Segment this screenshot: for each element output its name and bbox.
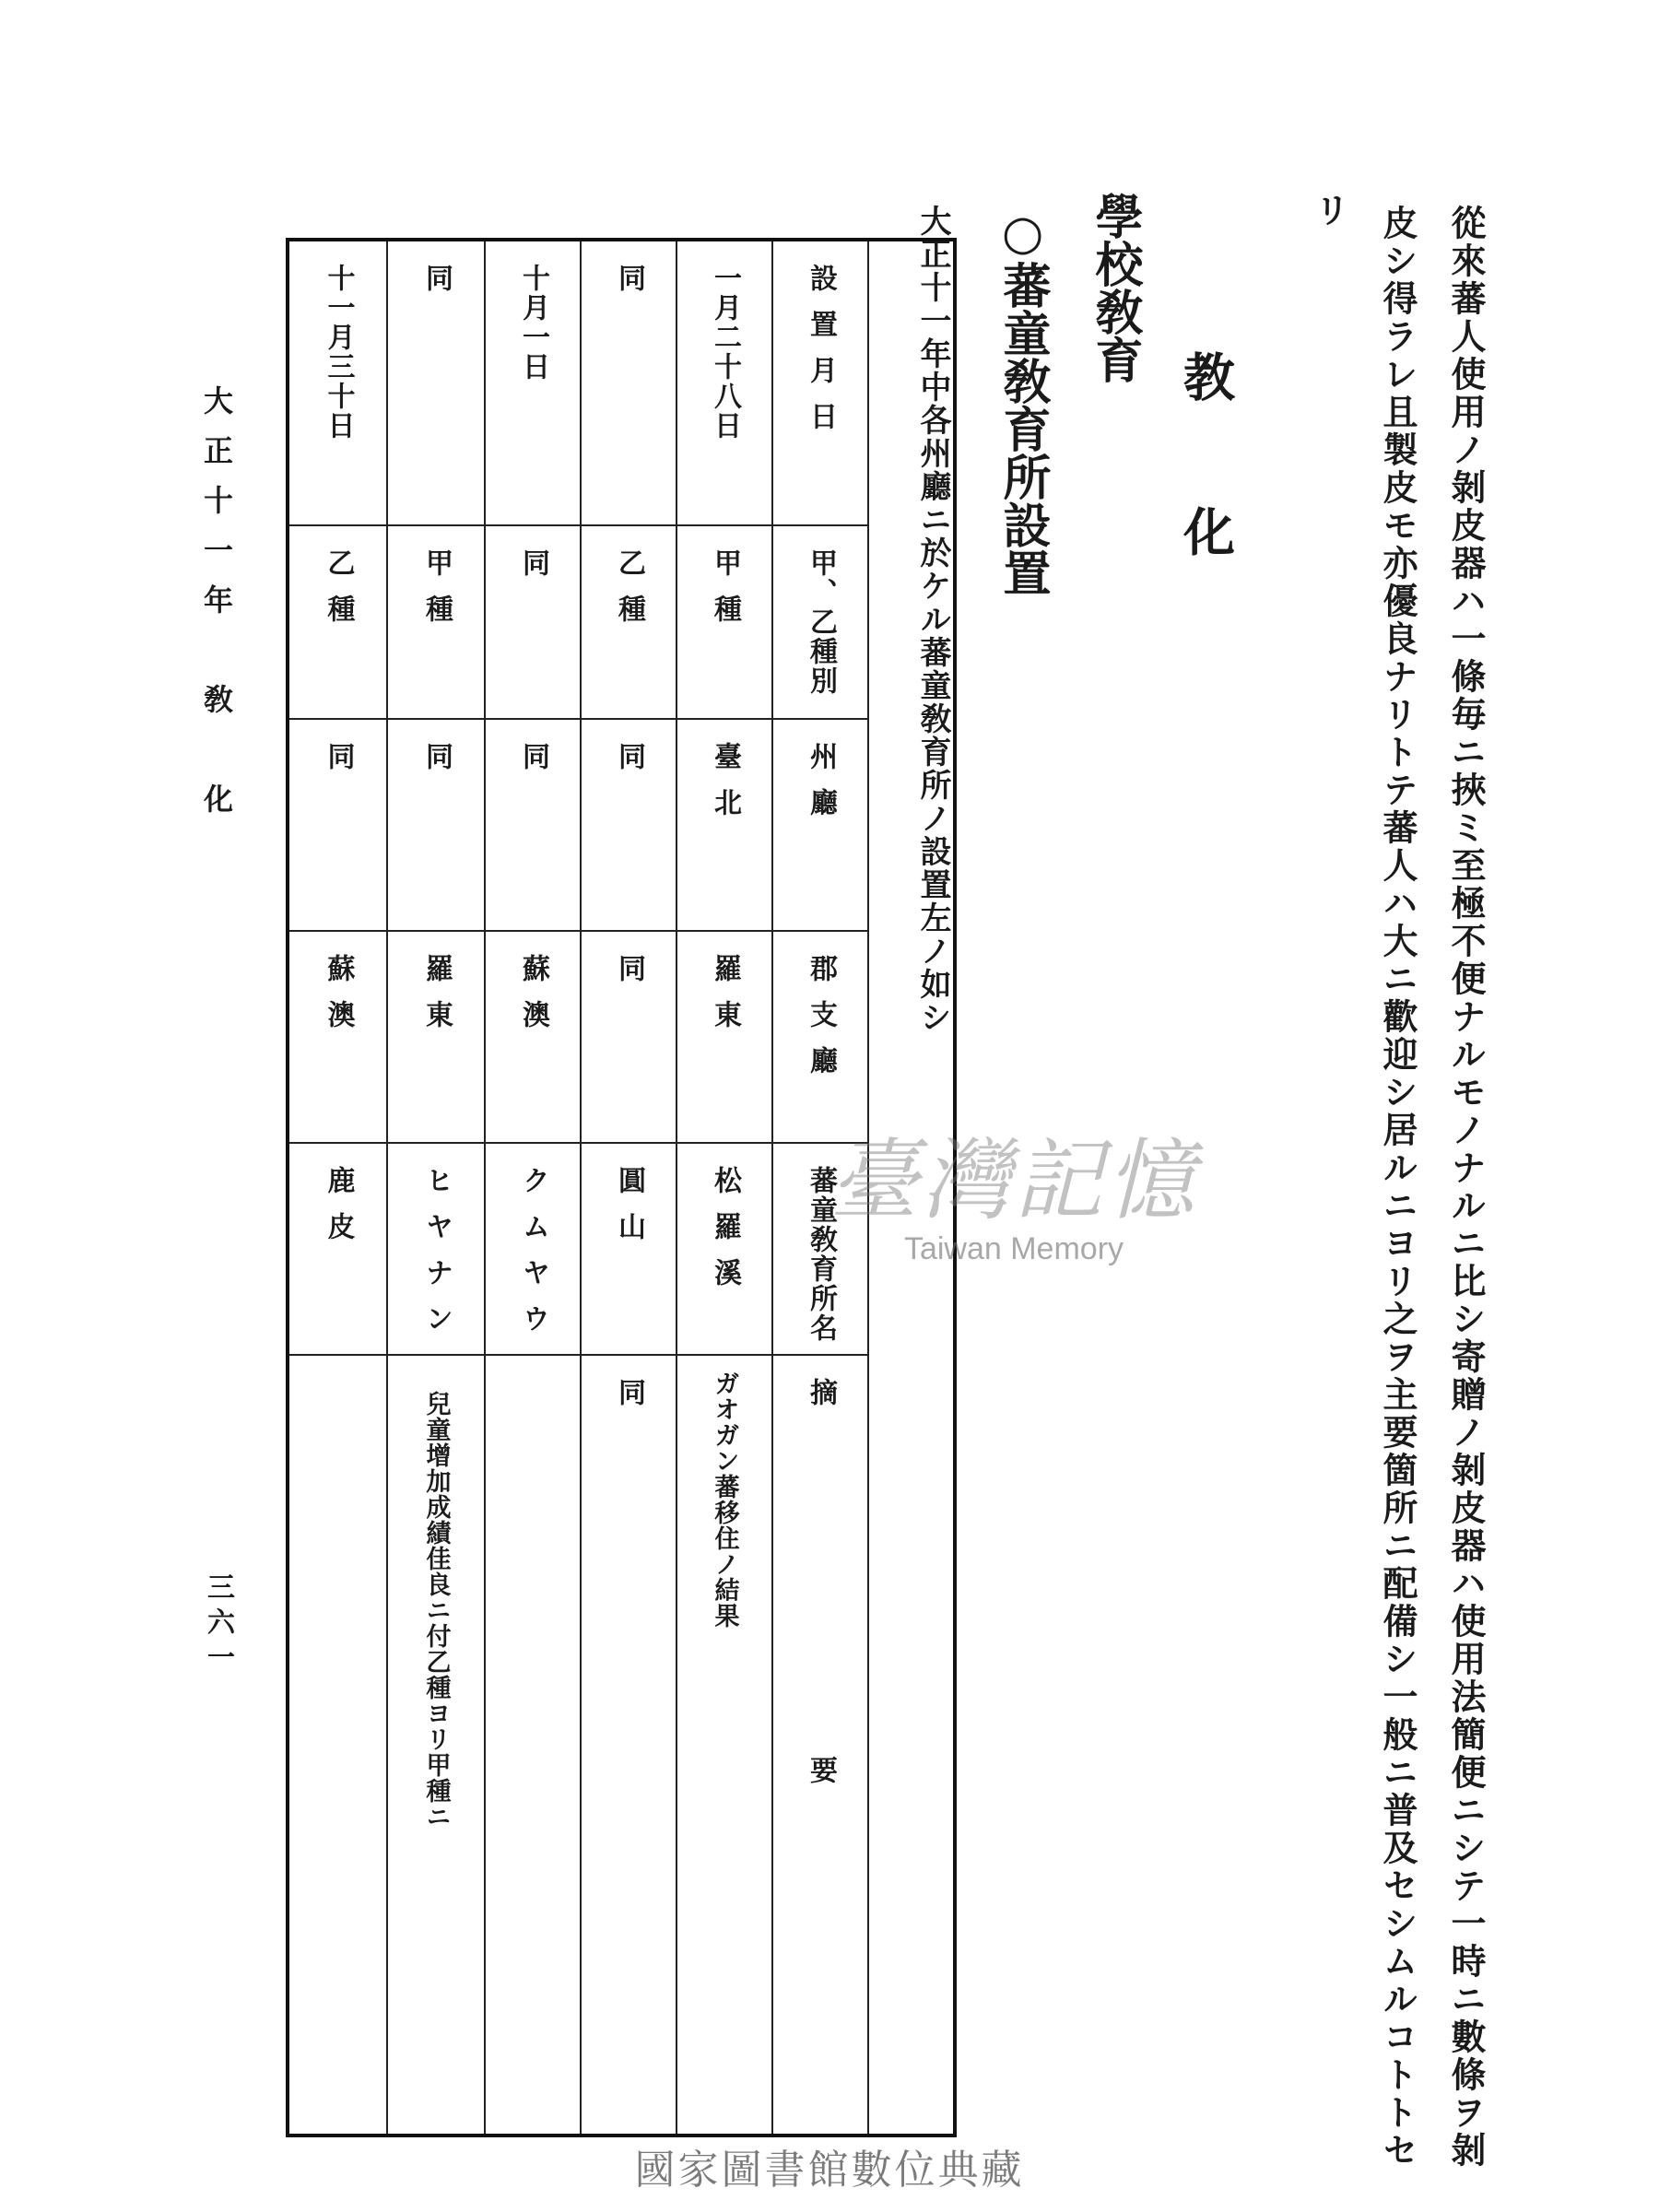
header-prefecture: 州廳	[772, 719, 868, 931]
cell-r3-school: クムヤウ	[485, 1143, 581, 1355]
cell-r5-prefecture: 同	[288, 719, 387, 931]
cell-r5-date: 十一月三十日	[288, 240, 387, 525]
cell-r4-type: 甲種	[387, 525, 485, 719]
cell-r1-prefecture: 臺北	[677, 719, 772, 931]
cell-r3-district: 蘇澳	[485, 931, 581, 1143]
body-line-3: リ	[1309, 192, 1350, 229]
body-line-2: 皮シ得ラレ且製皮モ亦優良ナリトテ蕃人ハ大ニ歡迎シ居ルニヨリ之ヲ主要箇所ニ配備シ一般ニ普及セシムルコトトセ	[1377, 205, 1418, 2170]
cell-r1-remarks: ガオガン蕃移住ノ結果	[677, 1355, 772, 2136]
cell-r2-district: 同	[581, 931, 677, 1143]
intro-text: 大正十一年中各州廳ニ於ケル蕃童敎育所ノ設置左ノ如シ	[914, 205, 951, 1034]
cell-r3-type: 同	[485, 525, 581, 719]
running-head: 大正十一年 敎 化	[199, 385, 234, 833]
header-school: 蕃童敎育所名	[772, 1143, 868, 1355]
cell-r2-school: 圓山	[581, 1143, 677, 1355]
cell-r5-remarks	[288, 1355, 387, 2136]
cell-r2-type: 乙種	[581, 525, 677, 719]
section-title: 教 化	[1175, 350, 1236, 557]
cell-r4-school: ヒヤナン	[387, 1143, 485, 1355]
archive-label: 國家圖書館數位典藏	[634, 2147, 1025, 2194]
cell-r1-date: 一月二十八日	[677, 240, 772, 525]
watermark-english: Taiwan Memory	[903, 1231, 1124, 1266]
cell-r3-remarks	[485, 1355, 581, 2136]
cell-r4-district: 羅東	[387, 931, 485, 1143]
cell-r2-date: 同	[581, 240, 677, 525]
item-title: ○蕃童敎育所設置	[994, 205, 1051, 596]
cell-r5-district: 蘇澳	[288, 931, 387, 1143]
cell-r4-prefecture: 同	[387, 719, 485, 931]
cell-r3-prefecture: 同	[485, 719, 581, 931]
cell-r4-date: 同	[387, 240, 485, 525]
header-date: 設置月日	[772, 240, 868, 525]
cell-r3-date: 十月一日	[485, 240, 581, 525]
cell-r4-remarks: 兒童增加成績佳良ニ付乙種ヨリ甲種ニ	[387, 1355, 485, 2136]
cell-r5-type: 乙種	[288, 525, 387, 719]
subsection-title: 學校敎育	[1087, 192, 1143, 383]
cell-r1-district: 羅東	[677, 931, 772, 1143]
header-type: 甲、乙種別	[772, 525, 868, 719]
watermark-logo	[830, 1111, 1198, 1267]
cell-r2-prefecture: 同	[581, 719, 677, 931]
header-remarks: 摘要	[772, 1355, 868, 2136]
header-district: 郡支廳	[772, 931, 868, 1143]
cell-r1-school: 松羅溪	[677, 1143, 772, 1355]
watermark-chinese: 臺灣記憶	[830, 1129, 1198, 1232]
page-number: 三六一	[202, 1572, 234, 1677]
cell-r2-remarks: 同	[581, 1355, 677, 2136]
cell-r1-type: 甲種	[677, 525, 772, 719]
body-line-1: 從來蕃人使用ノ剝皮器ハ一條毎ニ挾ミ至極不便ナルモノナルニ比シ寄贈ノ剝皮器ハ使用法簡便ニシテ一時ニ數條ヲ剝	[1445, 205, 1487, 2170]
cell-r5-school: 鹿皮	[288, 1143, 387, 1355]
